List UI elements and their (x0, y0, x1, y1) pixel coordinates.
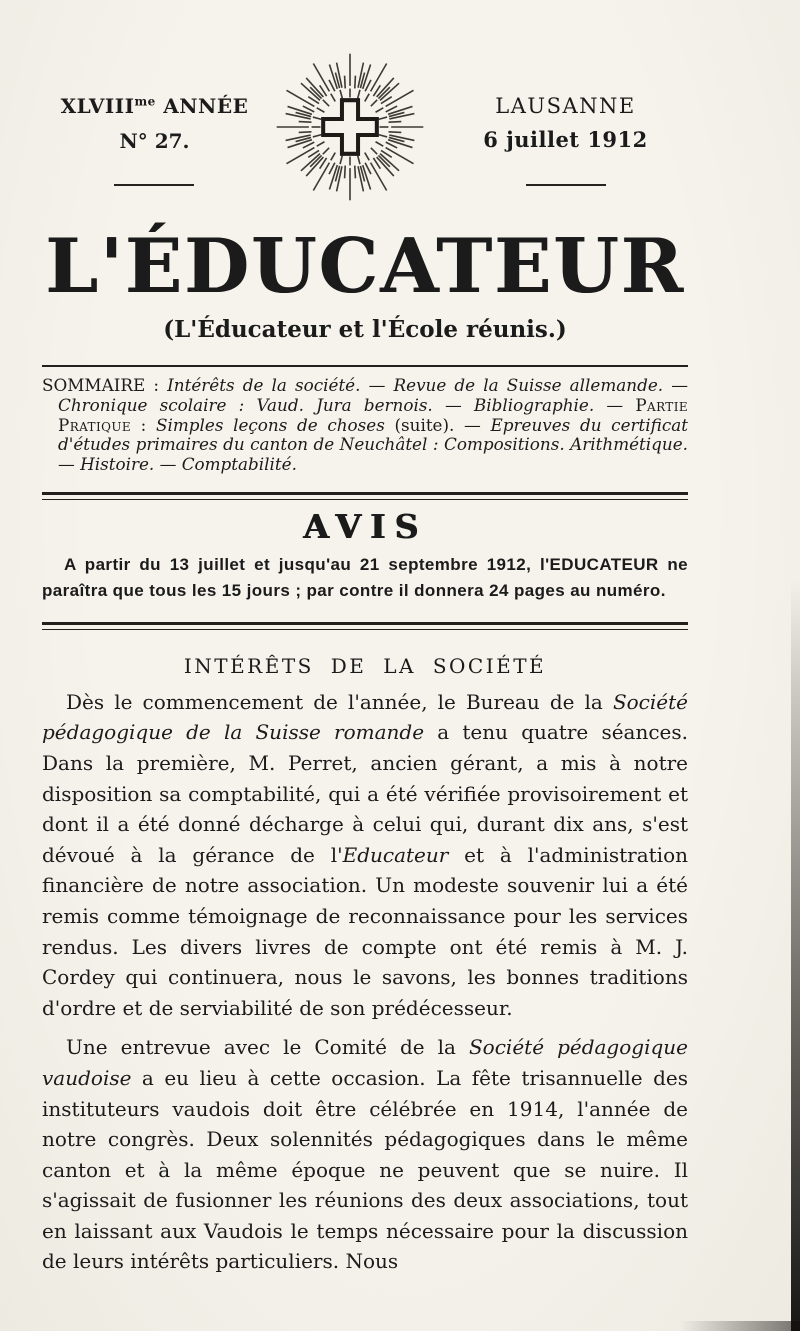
scan-bottom-shadow (680, 1321, 800, 1331)
masthead-right-block (443, 94, 688, 152)
avis-heading: AVIS (302, 506, 428, 546)
rule-above-sommaire (42, 365, 688, 367)
double-rule-below-avis (42, 622, 688, 630)
journal-emblem (274, 42, 426, 212)
journal-subtitle: (L'Éducateur et l'École réunis.) (163, 316, 567, 343)
masthead-left-block (42, 94, 267, 153)
volume-year: $XLVIII^{me}$ ANNÉE (60, 94, 249, 118)
issue-number: N° 27. (119, 129, 190, 153)
scan-edge-shadow (791, 580, 800, 1331)
double-rule-below-sommaire (42, 492, 688, 500)
left-divider-rule (114, 184, 194, 186)
article-paragraph: Dès le commencement de l'année, le Bureau de la Société pédagogique de la Suisse romande a tenu quatre séances. Dans la première, M. Perret, ancien gérant, a mis à notre disposition sa comptabilité, qui a été vérifiée provisoirement et dont il a été donné décharge à celui qui, durant dix ans, s'est dévoué à la gérance de l'Educateur et à l'administration financière de notre association. Un modeste souvenir lui a été remis comme témoignage de reconnaissance pour les services rendus. Les divers livres de compte ont été remis à M. J. Cordey qui continuera, nous le savons, les bonnes traditions d'ordre et de serviabilité de son prédécesseur. (42, 689, 689, 1020)
article-paragraph: Une entrevue avec le Comité de la Société pédagogique vaudoise a eu lieu à cette occasion. La fête trisannuelle des instituteurs vaudois doit être célébrée en 1914, l'année de notre congrès. Deux solennités pédagogiques dans le même canton et à la même époque ne peuvent que se nuire. Il s'agissait de fusionner les réunions des deux associations, tout en laissant aux Vaudois le temps nécessaire pour la discussion de leurs intérêts particuliers. Nous (42, 1035, 688, 1274)
article-title: INTÉRÊTS DE LA SOCIÉTÉ (183, 653, 547, 678)
page-content (42, 0, 688, 1277)
sommaire-summary: SOMMAIRE : Intérêts de la société. — Revue de la Suisse allemande. — Chronique scolaire : Vaud. Jura bernois. — Bibliographie. — Partie Pratique : Simples leçons de choses (suite). — Epreuves du certificat d'études primaires du canton de Neuchâtel : Compositions. Arithmétique. — Histoire. — Comptabilité. (42, 375, 689, 475)
swiss-cross-sunburst-icon (274, 42, 426, 212)
publication-city: LAUSANNE (495, 94, 636, 118)
masthead (42, 0, 688, 222)
journal-title: L'ÉDUCATEUR (45, 222, 685, 310)
avis-notice-text: A partir du 13 juillet et jusqu'au 21 septembre 1912, l'EDUCATEUR ne paraîtra que tous les 15 jours ; par contre il donnera 24 pages au numéro. (42, 554, 688, 601)
publication-date: 6 juillet 1912 (483, 127, 648, 152)
right-divider-rule (526, 184, 606, 186)
